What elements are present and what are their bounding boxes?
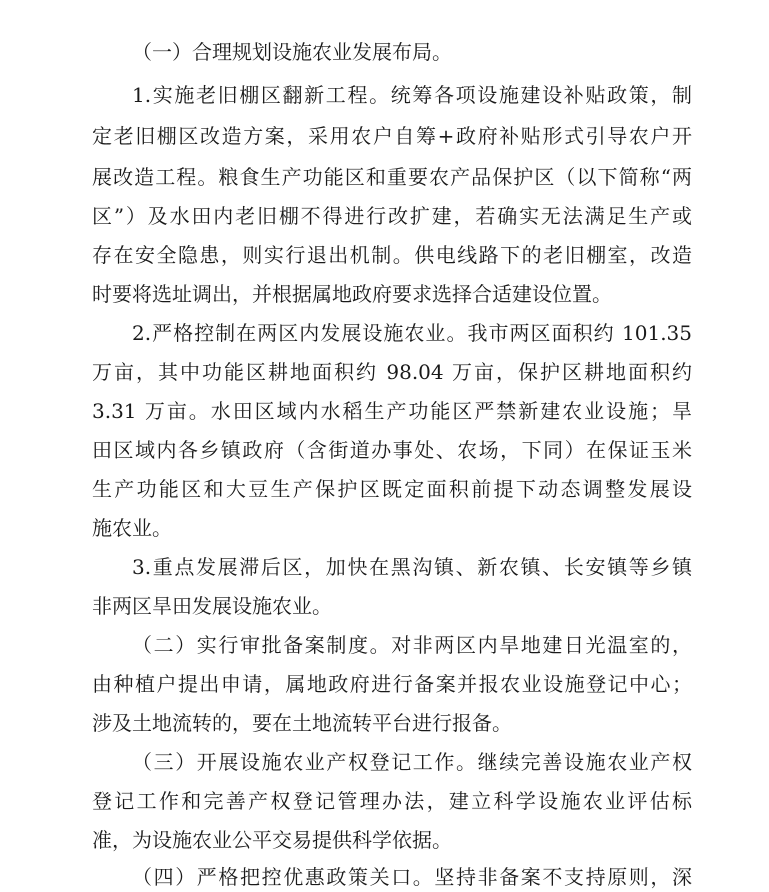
paragraph-line: 登记工作和完善产权登记管理办法，建立科学设施农业评估标	[92, 789, 692, 813]
paragraph-line: 展改造工程。粮食生产功能区和重要农产品保护区（以下简称“两	[92, 165, 692, 189]
section-heading-4: （四）严格把控优惠政策关口。坚持非备案不支持原则，深	[132, 865, 692, 889]
paragraph-line: 田区域内各乡镇政府（含街道办事处、农场，下同）在保证玉米	[92, 438, 692, 462]
paragraph-line: 万亩，其中功能区耕地面积约 98.04 万亩，保护区耕地面积约	[92, 360, 692, 384]
paragraph-line: 3.31 万亩。水田区域内水稻生产功能区严禁新建农业设施；旱	[92, 399, 692, 423]
paragraph-line: 存在安全隐患，则实行退出机制。供电线路下的老旧棚室，改造	[92, 243, 692, 267]
paragraph-line: 时要将选址调出，并根据属地政府要求选择合适建设位置。	[92, 282, 612, 306]
section-heading-1: （一）合理规划设施农业发展布局。	[132, 40, 452, 64]
paragraph-line: 2.严格控制在两区内发展设施农业。我市两区面积约 101.35	[132, 321, 692, 345]
paragraph-line: 1.实施老旧棚区翻新工程。统筹各项设施建设补贴政策，制	[132, 83, 692, 107]
paragraph-line: 3.重点发展滞后区，加快在黑沟镇、新农镇、长安镇等乡镇	[132, 555, 692, 579]
paragraph-line: 由种植户提出申请，属地政府进行备案并报农业设施登记中心；	[92, 672, 692, 696]
paragraph-line: 生产功能区和大豆生产保护区既定面积前提下动态调整发展设	[92, 477, 692, 501]
section-heading-3: （三）开展设施农业产权登记工作。继续完善设施农业产权	[132, 750, 692, 774]
paragraph-line: 定老旧棚区改造方案，采用农户自筹+政府补贴形式引导农户开	[92, 124, 692, 148]
paragraph-line: 非两区旱田发展设施农业。	[92, 594, 332, 618]
paragraph-line: 施农业。	[92, 516, 172, 540]
section-heading-2: （二）实行审批备案制度。对非两区内旱地建日光温室的，	[132, 633, 692, 657]
paragraph-line: 区”）及水田内老旧棚不得进行改扩建，若确实无法满足生产或	[92, 204, 692, 228]
paragraph-line: 涉及土地流转的，要在土地流转平台进行报备。	[92, 711, 512, 735]
paragraph-line: 准，为设施农业公平交易提供科学依据。	[92, 828, 452, 852]
